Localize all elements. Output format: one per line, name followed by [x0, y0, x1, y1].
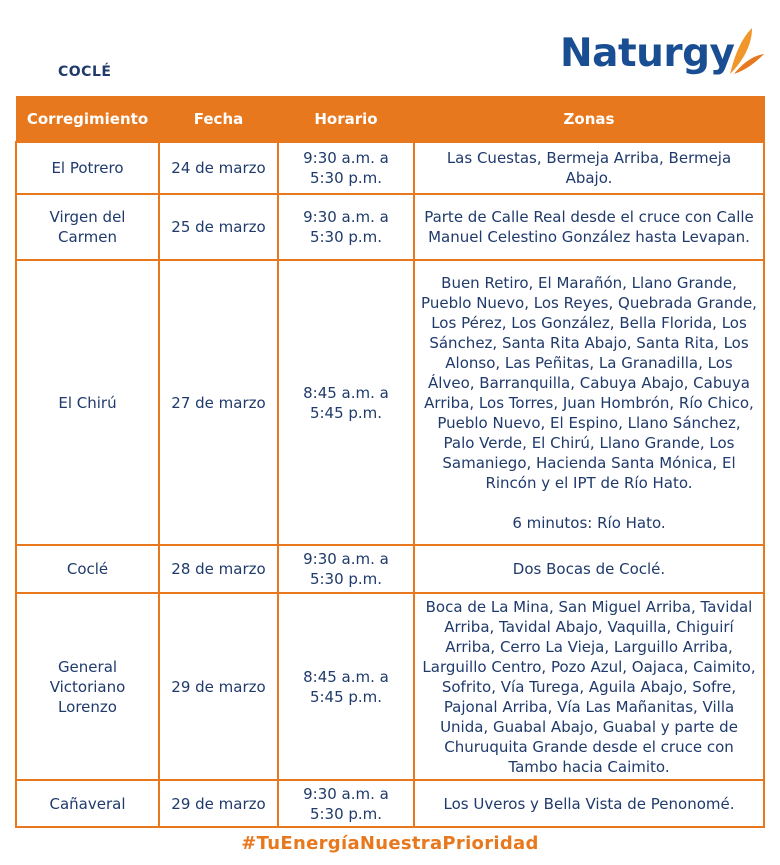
cell-zonas: Las Cuestas, Bermeja Arriba, Bermeja Abajo. [414, 142, 764, 194]
cell-horario: 9:30 a.m. a 5:30 p.m. [278, 545, 414, 593]
campaign-hashtag: #TuEnergíaNuestraPrioridad [241, 833, 539, 854]
cell-corregimiento: General Victoriano Lorenzo [16, 593, 159, 780]
table-row [16, 593, 764, 780]
cell-zonas: Buen Retiro, El Marañón, Llano Grande, Pueblo Nuevo, Los Reyes, Quebrada Grande, Los Pérez, Los González, Bella Florida, Los Sánchez, Santa Rita Abajo, Santa Rita, Los Alonso, Las Peñitas, La Granadilla, Los Álveo, Barranquilla, Cabuya Abajo, Cabuya Arriba, Los Torres, Juan Hombrón, Río Chico, Pueblo Nuevo, El Espino, Llano Sánchez, Palo Verde, El Chirú, Llano Grande, Los Samaniego, Hacienda Santa Mónica, El Rincón y el IPT de Río Hato. [421, 273, 757, 492]
header-fecha: Fecha [159, 97, 278, 143]
cell-corregimiento: El Chirú [16, 260, 159, 545]
cell-fecha: 29 de marzo [159, 780, 278, 827]
table-header-row [16, 97, 764, 143]
table-row [16, 260, 764, 545]
cell-horario: 9:30 a.m. a 5:30 p.m. [278, 194, 414, 260]
table-row [16, 142, 764, 194]
cell-zonas: Los Uveros y Bella Vista de Penonomé. [414, 780, 764, 827]
table-row [16, 194, 764, 260]
schedule-table [15, 96, 765, 828]
table-row [16, 545, 764, 593]
cell-zonas: Parte de Calle Real desde el cruce con Calle Manuel Celestino González hasta Levapan. [414, 194, 764, 260]
cell-zonas-extra: 6 minutos: Río Hato. [512, 513, 666, 532]
brand-name: Naturgy [560, 31, 735, 76]
cell-corregimiento: Cañaveral [16, 780, 159, 827]
cell-corregimiento: El Potrero [16, 142, 159, 194]
cell-zonas: Boca de La Mina, San Miguel Arriba, Tavidal Arriba, Tavidal Abajo, Vaquilla, Chiguirí Arriba, Cerro La Vieja, Larguillo Arriba, Larguillo Centro, Pozo Azul, Oajaca, Caimito, Sofrito, Vía Turega, Aguila Abajo, Sofre, Pajonal Arriba, Vía Las Mañanitas, Villa Unida, Guabal Abajo, Guabal y parte de Churuquita Grande desde el cruce con Tambo hacia Caimito. [414, 593, 764, 780]
cell-fecha: 29 de marzo [159, 593, 278, 780]
cell-fecha: 25 de marzo [159, 194, 278, 260]
cell-horario: 9:30 a.m. a 5:30 p.m. [278, 142, 414, 194]
cell-corregimiento: Virgen del Carmen [16, 194, 159, 260]
cell-fecha: 28 de marzo [159, 545, 278, 593]
cell-fecha: 27 de marzo [159, 260, 278, 545]
butterfly-icon [726, 24, 766, 76]
cell-fecha: 24 de marzo [159, 142, 278, 194]
cell-corregimiento: Coclé [16, 545, 159, 593]
table-row [16, 780, 764, 827]
cell-horario: 8:45 a.m. a 5:45 p.m. [278, 593, 414, 780]
cell-zonas-group [414, 260, 764, 545]
header-corregimiento: Corregimiento [16, 97, 159, 143]
header-zonas: Zonas [414, 97, 764, 143]
cell-horario: 9:30 a.m. a 5:30 p.m. [278, 780, 414, 827]
cell-zonas: Dos Bocas de Coclé. [414, 545, 764, 593]
cell-horario: 8:45 a.m. a 5:45 p.m. [278, 260, 414, 545]
region-title: COCLÉ [58, 64, 112, 80]
header-horario: Horario [278, 97, 414, 143]
